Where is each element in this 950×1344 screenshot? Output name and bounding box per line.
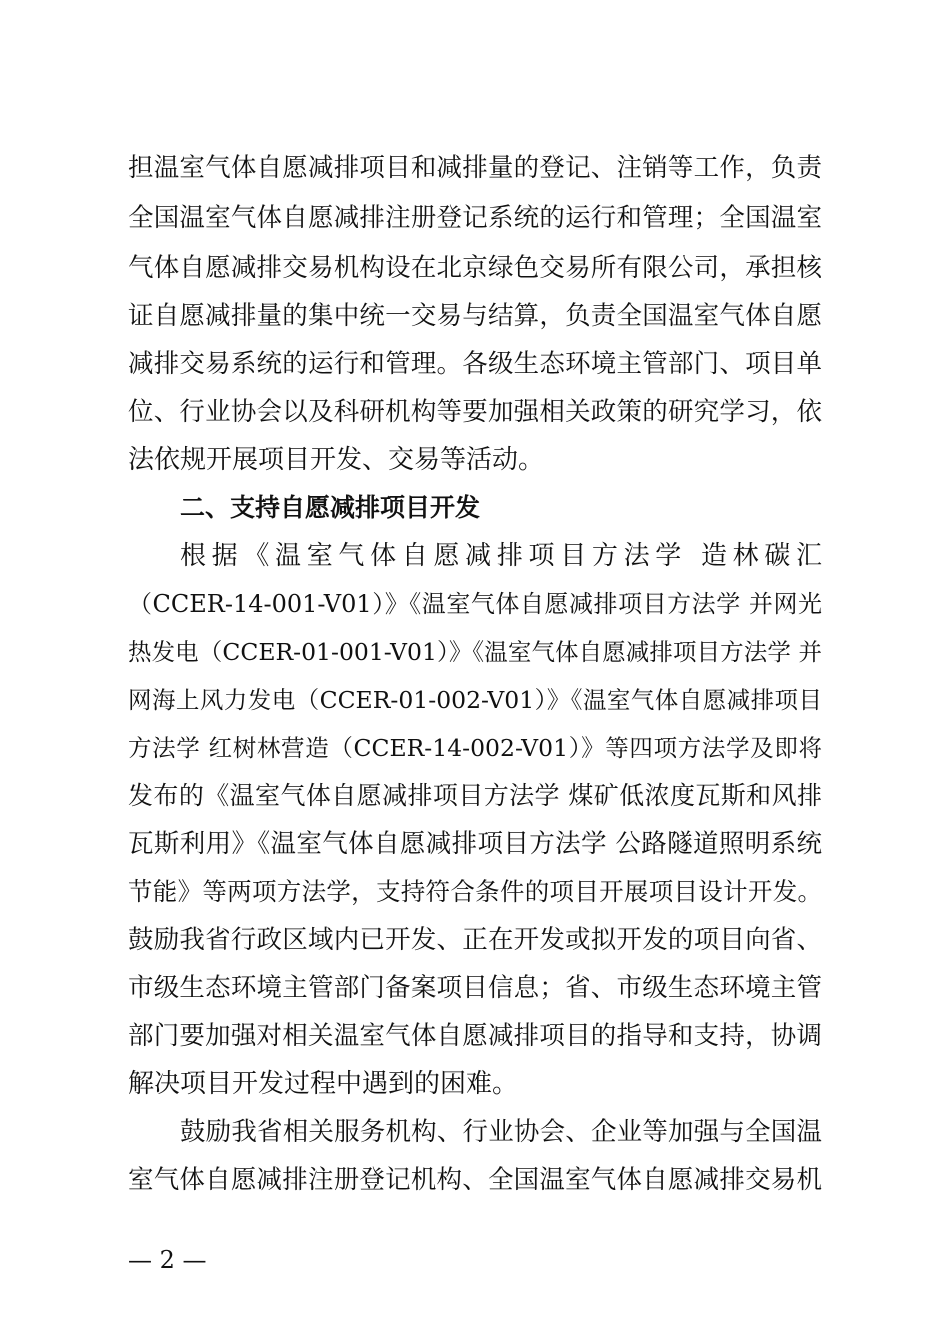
paragraph-2-line-6: 发布的《温室气体自愿减排项目方法学 煤矿低浓度瓦斯和风排 bbox=[128, 781, 822, 810]
section-heading: 二、支持自愿减排项目开发 bbox=[180, 493, 481, 522]
paragraph-2-line-8: 节能》等两项方法学，支持符合条件的项目开展项目设计开发。 bbox=[128, 877, 822, 906]
paragraph-2-line-4: 网海上风力发电（CCER-01-002-V01）》《温室气体自愿减排项目 bbox=[128, 686, 822, 714]
paragraph-2-line-1: 根据《温室气体自愿减排项目方法学 造林碳汇 bbox=[180, 541, 822, 571]
paragraph-1-line-1: 担温室气体自愿减排项目和减排量的登记、注销等工作，负责 bbox=[128, 153, 822, 183]
paragraph-2-line-9: 鼓励我省行政区域内已开发、正在开发或拟开发的项目向省、 bbox=[128, 925, 822, 955]
paragraph-2-line-7: 瓦斯利用》《温室气体自愿减排项目方法学 公路隧道照明系统 bbox=[128, 829, 822, 859]
paragraph-2-line-5: 方法学 红树林营造（CCER-14-002-V01）》等四项方法学及即将 bbox=[128, 734, 822, 762]
paragraph-2-line-11: 部门要加强对相关温室气体自愿减排项目的指导和支持，协调 bbox=[128, 1021, 822, 1051]
paragraph-2-line-10: 市级生态环境主管部门备案项目信息；省、市级生态环境主管 bbox=[128, 973, 822, 1003]
page-number: — 2 — bbox=[128, 1246, 207, 1274]
paragraph-3-line-1: 鼓励我省相关服务机构、行业协会、企业等加强与全国温 bbox=[180, 1117, 822, 1147]
paragraph-1-line-3: 气体自愿减排交易机构设在北京绿色交易所有限公司，承担核 bbox=[128, 253, 822, 283]
paragraph-2-line-2: （CCER-14-001-V01）》《温室气体自愿减排项目方法学 并网光 bbox=[128, 590, 822, 618]
paragraph-1-line-4: 证自愿减排量的集中统一交易与结算，负责全国温室气体自愿 bbox=[128, 301, 822, 331]
paragraph-2-line-12: 解决项目开发过程中遇到的困难。 bbox=[128, 1069, 519, 1099]
paragraph-1-line-6: 位、行业协会以及科研机构等要加强相关政策的研究学习，依 bbox=[128, 397, 822, 427]
paragraph-1-line-5: 减排交易系统的运行和管理。各级生态环境主管部门、项目单 bbox=[128, 349, 822, 379]
paragraph-1-line-7: 法依规开展项目开发、交易等活动。 bbox=[128, 445, 545, 475]
paragraph-1-line-2: 全国温室气体自愿减排注册登记系统的运行和管理；全国温室 bbox=[128, 203, 822, 233]
paragraph-3-line-2: 室气体自愿减排注册登记机构、全国温室气体自愿减排交易机 bbox=[128, 1165, 822, 1195]
paragraph-2-line-3: 热发电（CCER-01-001-V01）》《温室气体自愿减排项目方法学 并 bbox=[128, 638, 822, 666]
